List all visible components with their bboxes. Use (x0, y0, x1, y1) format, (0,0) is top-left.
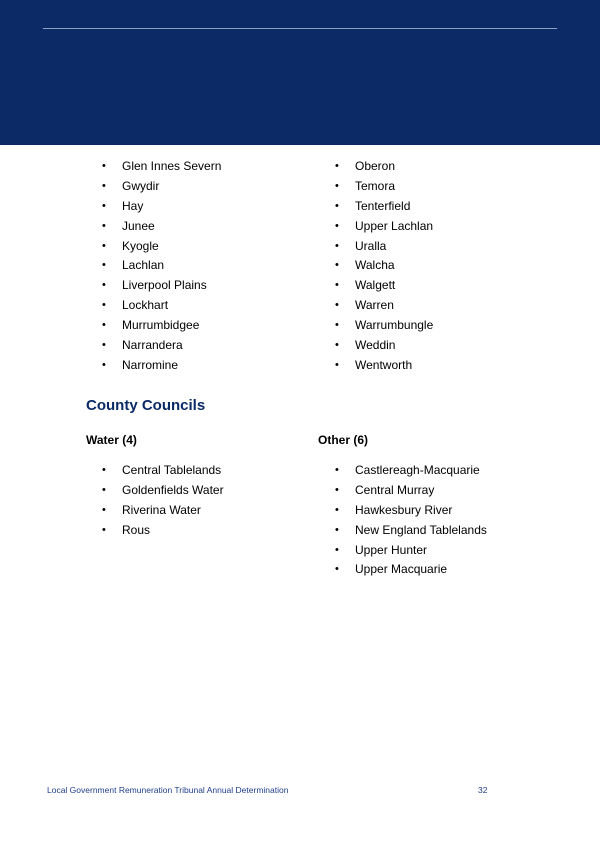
list-item-label: Liverpool Plains (122, 278, 207, 293)
bullet-icon: • (102, 259, 106, 272)
bullet-icon: • (335, 160, 339, 172)
bullet-icon: • (335, 199, 339, 212)
bullet-icon: • (102, 160, 106, 172)
list-item (102, 356, 221, 376)
list-item-label: Narromine (122, 357, 179, 372)
bullet-icon: • (335, 239, 339, 252)
list-item (335, 521, 487, 541)
list-item-label: Upper Lachlan (355, 218, 434, 233)
bullet-icon: • (102, 219, 106, 232)
list-item-label: Lockhart (122, 298, 169, 313)
list-item (335, 501, 487, 521)
list-item (102, 177, 221, 197)
footer-title: Local Government Remuneration Tribunal Annual Determination (47, 785, 289, 795)
list-item (335, 336, 433, 356)
list-item (335, 276, 433, 296)
list-item (335, 217, 433, 237)
bullet-icon: • (102, 464, 106, 476)
bullet-icon: • (102, 239, 106, 252)
bullet-icon: • (102, 279, 106, 292)
list-item (102, 276, 221, 296)
list-item-label: Walgett (355, 278, 396, 293)
bullet-icon: • (102, 319, 106, 332)
list-item (335, 541, 487, 561)
list-item-label: Goldenfields Water (122, 482, 224, 497)
list-item (102, 197, 221, 217)
list-item-label: Weddin (355, 338, 396, 353)
list-item (335, 197, 433, 217)
list-item (102, 296, 221, 316)
list-item-label: Central Tablelands (122, 463, 222, 477)
list-item-label: Upper Macquarie (355, 562, 448, 577)
list-item-label: Temora (355, 178, 396, 193)
list-item (335, 560, 487, 580)
water-list (102, 461, 224, 541)
list-item-label: New England Tablelands (355, 522, 487, 537)
list-item-label: Warrumbungle (355, 318, 434, 333)
bullet-icon: • (335, 358, 339, 371)
list-item (335, 356, 433, 376)
list-item (335, 177, 433, 197)
list-item-label: Murrumbidgee (122, 318, 200, 333)
bullet-icon: • (102, 299, 106, 312)
banner-rule (43, 28, 557, 29)
bullet-icon: • (335, 563, 339, 576)
list-item (335, 157, 433, 177)
bullet-icon: • (335, 319, 339, 332)
list-item (335, 316, 433, 336)
county-councils-heading: County Councils (86, 397, 206, 414)
list-item-label: Hay (122, 198, 144, 213)
bullet-icon: • (102, 358, 106, 371)
bullet-icon: • (335, 279, 339, 292)
bullet-icon: • (335, 503, 339, 516)
bullet-icon: • (335, 543, 339, 556)
list-item (102, 501, 224, 521)
list-item (335, 237, 433, 257)
bullet-icon: • (335, 219, 339, 232)
councils-list-left (102, 157, 221, 376)
list-item-label: Rous (122, 522, 151, 537)
page-number: 32 (478, 785, 488, 795)
list-item (102, 237, 221, 257)
list-item-label: Kyogle (122, 238, 159, 253)
list-item-label: Upper Hunter (355, 542, 428, 557)
bullet-icon: • (102, 339, 106, 352)
other-heading: Other (6) (318, 433, 369, 447)
bullet-icon: • (335, 523, 339, 536)
list-item (102, 256, 221, 276)
list-item-label: Gwydir (122, 178, 160, 193)
bullet-icon: • (335, 464, 339, 476)
list-item-label: Tenterfield (355, 198, 411, 213)
councils-list-right (335, 157, 433, 376)
bullet-icon: • (335, 483, 339, 496)
list-item (102, 157, 221, 177)
list-item-label: Castlereagh-Macquarie (355, 463, 480, 477)
bullet-icon: • (102, 523, 106, 536)
bullet-icon: • (102, 179, 106, 192)
list-item (102, 316, 221, 336)
list-item-label: Junee (122, 218, 155, 233)
bullet-icon: • (335, 259, 339, 272)
list-item (102, 217, 221, 237)
bullet-icon: • (335, 339, 339, 352)
list-item (102, 461, 224, 481)
list-item-label: Narrandera (122, 338, 183, 353)
list-item-label: Glen Innes Severn (122, 159, 222, 173)
list-item (335, 461, 487, 481)
list-item (335, 481, 487, 501)
list-item-label: Riverina Water (122, 502, 201, 517)
list-item-label: Warren (355, 298, 394, 313)
other-list (335, 461, 487, 580)
list-item (102, 481, 224, 501)
list-item-label: Wentworth (355, 357, 413, 372)
bullet-icon: • (335, 179, 339, 192)
water-heading: Water (4) (86, 433, 137, 447)
header-banner (0, 0, 600, 145)
list-item-label: Oberon (355, 159, 396, 173)
list-item (102, 521, 224, 541)
list-item (102, 336, 221, 356)
list-item-label: Walcha (355, 258, 395, 273)
bullet-icon: • (102, 483, 106, 496)
list-item-label: Hawkesbury River (355, 502, 453, 517)
list-item (335, 296, 433, 316)
bullet-icon: • (335, 299, 339, 312)
list-item-label: Lachlan (122, 258, 165, 273)
list-item-label: Uralla (355, 238, 387, 253)
list-item-label: Central Murray (355, 482, 435, 497)
list-item (335, 256, 433, 276)
bullet-icon: • (102, 199, 106, 212)
bullet-icon: • (102, 503, 106, 516)
